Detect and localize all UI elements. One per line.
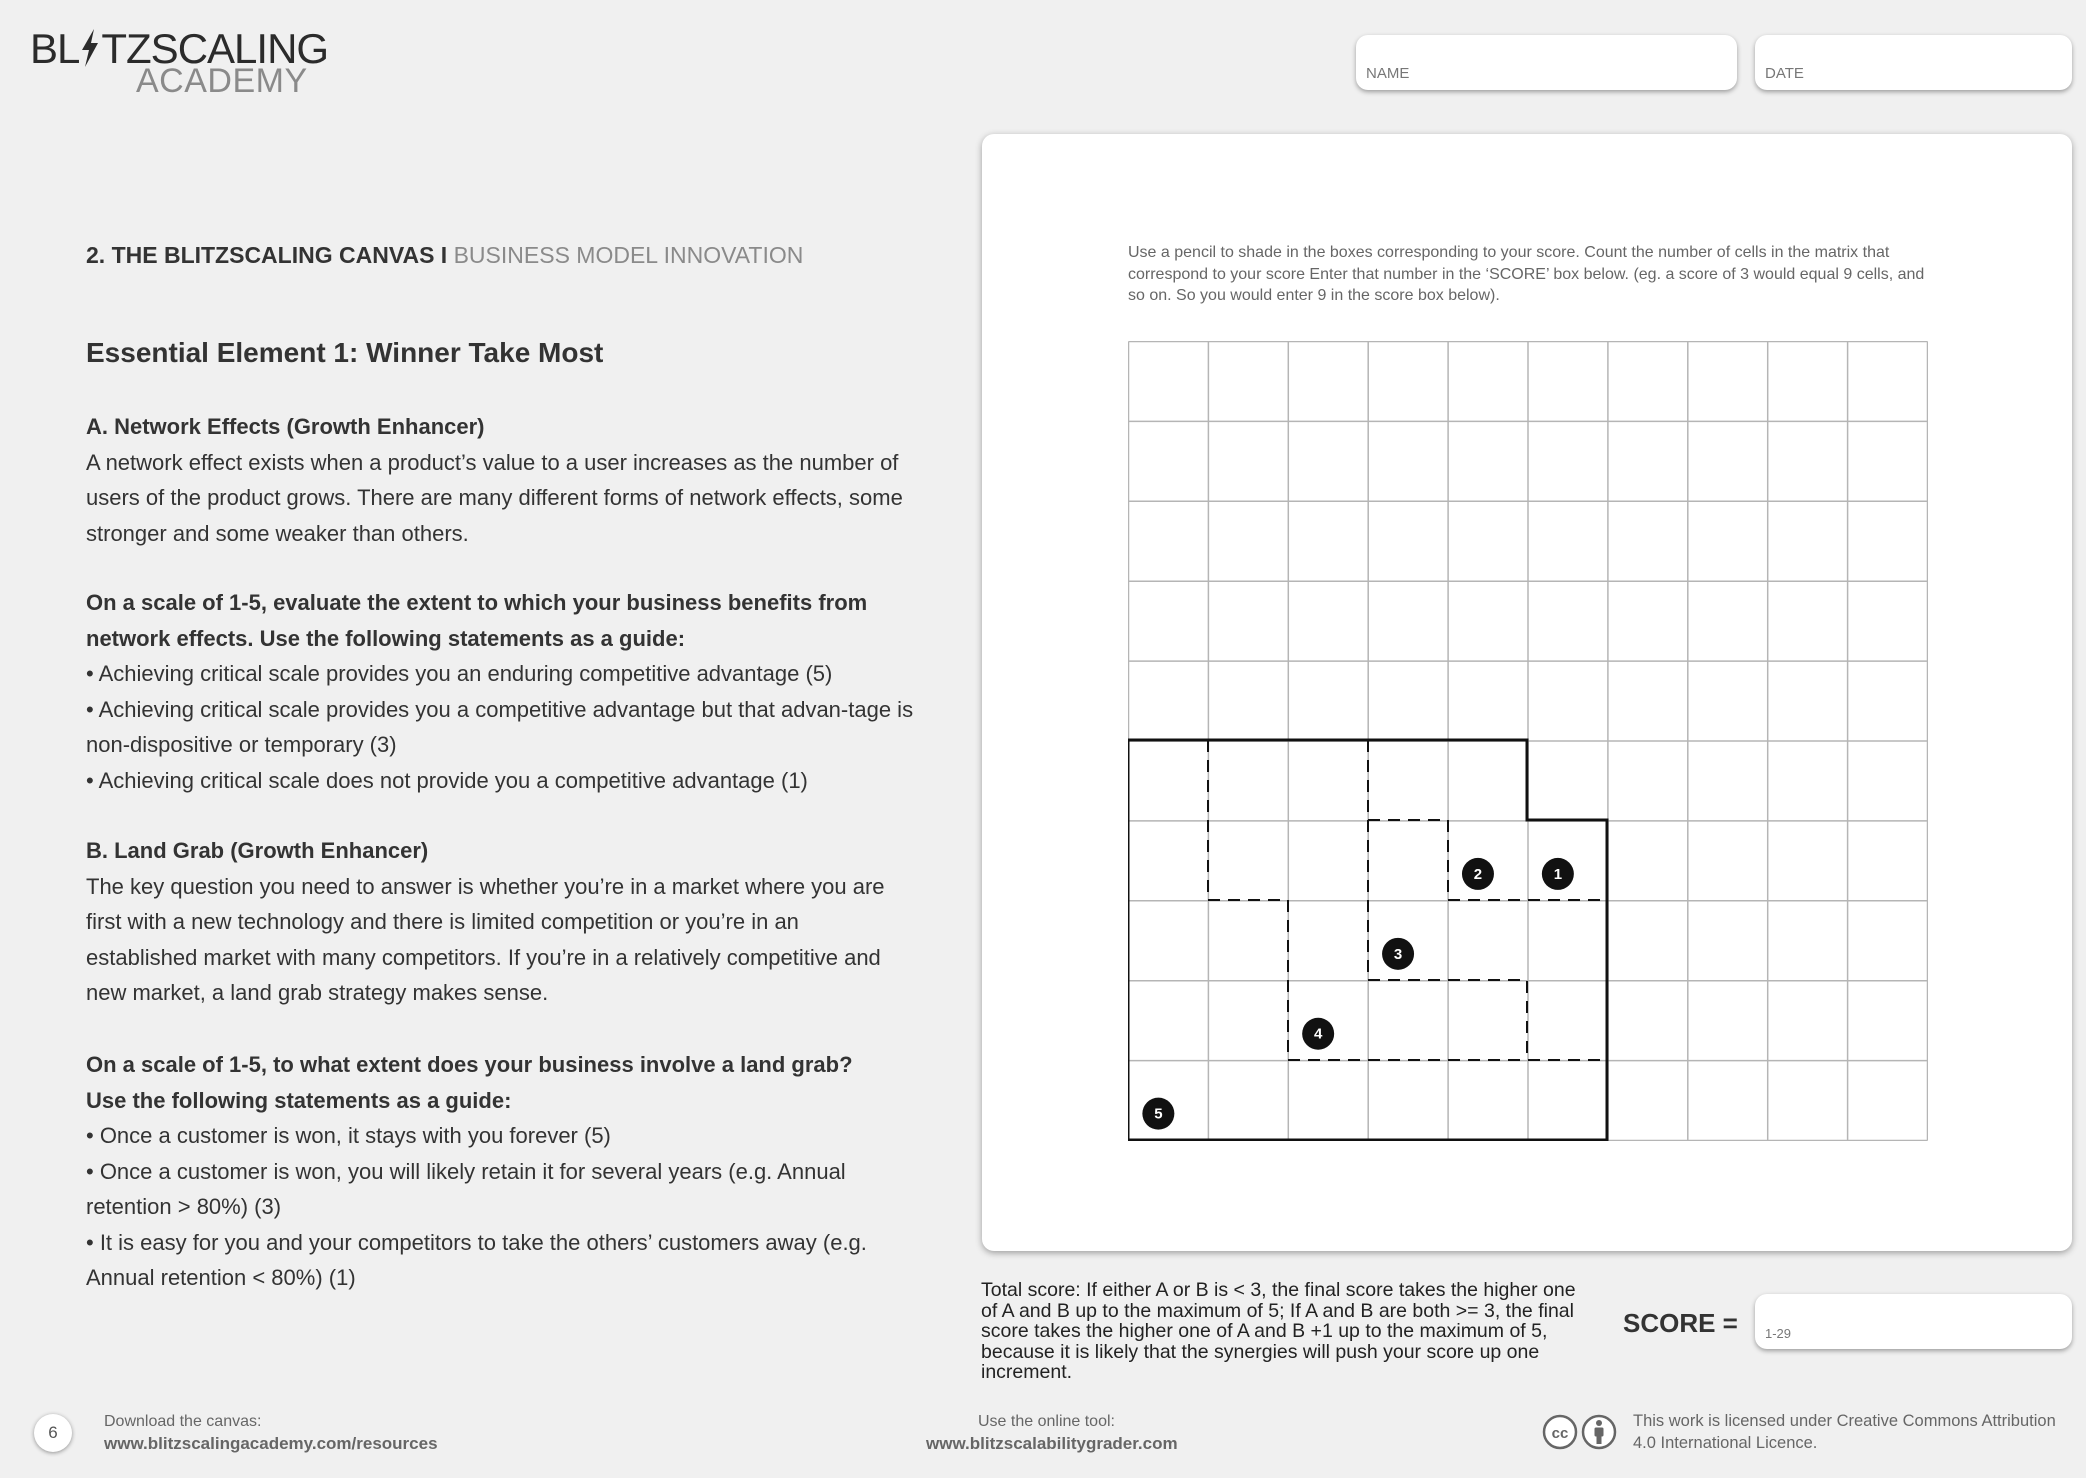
matrix-cell[interactable] bbox=[1208, 421, 1288, 501]
matrix-cell[interactable] bbox=[1208, 741, 1288, 821]
matrix-cell[interactable] bbox=[1368, 741, 1448, 821]
matrix-cell[interactable] bbox=[1448, 1060, 1528, 1140]
matrix-cell[interactable] bbox=[1448, 741, 1528, 821]
part-a-bullet: • Achieving critical scale provides you a competitive advantage but that advan-tage is non-dispositive or temporary (3) bbox=[86, 696, 914, 757]
matrix-cell[interactable] bbox=[1767, 1060, 1847, 1140]
matrix-cell[interactable] bbox=[1847, 421, 1927, 501]
matrix-cell[interactable] bbox=[1767, 581, 1847, 661]
matrix-cell[interactable] bbox=[1208, 820, 1288, 900]
matrix-cell[interactable] bbox=[1448, 820, 1528, 900]
matrix-cell[interactable] bbox=[1368, 980, 1448, 1060]
matrix-cell[interactable] bbox=[1288, 900, 1368, 980]
matrix-cell[interactable] bbox=[1448, 661, 1528, 741]
score-marker-label: 3 bbox=[1393, 945, 1403, 963]
matrix-cell[interactable] bbox=[1528, 980, 1608, 1060]
matrix-cell[interactable] bbox=[1128, 741, 1208, 821]
date-field[interactable] bbox=[1755, 35, 2072, 90]
matrix-cell[interactable] bbox=[1847, 741, 1927, 821]
part-b bbox=[86, 833, 916, 1011]
matrix-cell[interactable] bbox=[1128, 421, 1208, 501]
matrix-cell[interactable] bbox=[1767, 661, 1847, 741]
matrix-cell[interactable] bbox=[1767, 900, 1847, 980]
score-marker-label: 2 bbox=[1473, 865, 1483, 883]
matrix-cell[interactable] bbox=[1368, 820, 1448, 900]
matrix-cell[interactable] bbox=[1528, 581, 1608, 661]
matrix-cell[interactable] bbox=[1368, 661, 1448, 741]
matrix-cell[interactable] bbox=[1528, 820, 1608, 900]
matrix-cell[interactable] bbox=[1847, 661, 1927, 741]
matrix-cell[interactable] bbox=[1528, 421, 1608, 501]
matrix-cell[interactable] bbox=[1607, 820, 1687, 900]
matrix-cell[interactable] bbox=[1288, 980, 1368, 1060]
score-marker-label: 4 bbox=[1313, 1025, 1323, 1043]
matrix-cell[interactable] bbox=[1687, 421, 1767, 501]
matrix-cell[interactable] bbox=[1368, 581, 1448, 661]
matrix-cell[interactable] bbox=[1128, 661, 1208, 741]
matrix-cell[interactable] bbox=[1128, 820, 1208, 900]
part-a-heading: A. Network Effects (Growth Enhancer) bbox=[86, 414, 485, 439]
download-label: Download the canvas: bbox=[104, 1413, 262, 1430]
part-b-question-block bbox=[86, 1047, 916, 1296]
matrix-cell[interactable] bbox=[1847, 820, 1927, 900]
matrix-cell[interactable] bbox=[1448, 421, 1528, 501]
matrix-cell[interactable] bbox=[1767, 741, 1847, 821]
part-a bbox=[86, 409, 916, 551]
matrix-cell[interactable] bbox=[1687, 341, 1767, 421]
matrix-cell[interactable] bbox=[1288, 661, 1368, 741]
matrix-cell[interactable] bbox=[1448, 501, 1528, 581]
part-b-question: On a scale of 1-5, to what extent does your business involve a land grab? bbox=[86, 1052, 853, 1077]
score-marker-label: 5 bbox=[1154, 1105, 1163, 1123]
attribution-icon bbox=[1583, 1416, 1615, 1448]
matrix-cell[interactable] bbox=[1607, 581, 1687, 661]
part-b-bullet: • It is easy for you and your competitors to take the others’ customers away (e.g. Annual retention < 80%) (1) bbox=[86, 1229, 867, 1290]
date-label: DATE bbox=[1765, 65, 1804, 82]
matrix-cell[interactable] bbox=[1128, 501, 1208, 581]
matrix-cell[interactable] bbox=[1528, 501, 1608, 581]
score-marker-4 bbox=[1302, 1018, 1334, 1050]
score-label: SCORE = bbox=[1623, 1308, 1738, 1338]
matrix-cell[interactable] bbox=[1687, 820, 1767, 900]
matrix-cell[interactable] bbox=[1607, 900, 1687, 980]
matrix-cell[interactable] bbox=[1448, 581, 1528, 661]
matrix-cell[interactable] bbox=[1288, 341, 1368, 421]
score-matrix[interactable] bbox=[1128, 341, 1928, 1141]
matrix-cell[interactable] bbox=[1368, 1060, 1448, 1140]
matrix-cell[interactable] bbox=[1368, 501, 1448, 581]
score-marker-label: 1 bbox=[1553, 865, 1563, 883]
matrix-cell[interactable] bbox=[1607, 980, 1687, 1060]
logo-academy: ACADEMY bbox=[136, 62, 308, 100]
part-a-bullet: • Achieving critical scale does not provide you a competitive advantage (1) bbox=[86, 767, 808, 793]
matrix-cell[interactable] bbox=[1607, 1060, 1687, 1140]
total-score-rule: Total score: If either A or B is < 3, the final score takes the higher one of A and B up to the maximum of 5; If A and B are both >= 3, the final score takes the higher one of A and B +1 up to the maximum of 5, because it is likely that the synergies will push your score up one increment. bbox=[981, 1279, 1576, 1383]
svg-text:cc: cc bbox=[1551, 1425, 1569, 1442]
part-a-question: On a scale of 1-5, evaluate the extent to which your business benefits from network effects. Use the following statements as a guide: bbox=[86, 590, 868, 651]
part-b-question-guide: Use the following statements as a guide: bbox=[86, 1087, 512, 1113]
matrix-cell[interactable] bbox=[1767, 421, 1847, 501]
matrix-cell[interactable] bbox=[1687, 661, 1767, 741]
matrix-cell[interactable] bbox=[1847, 341, 1927, 421]
matrix-cell[interactable] bbox=[1687, 581, 1767, 661]
score-marker-3 bbox=[1382, 938, 1414, 970]
matrix-cell[interactable] bbox=[1607, 661, 1687, 741]
score-marker-5 bbox=[1142, 1098, 1174, 1130]
online-tool-link[interactable]: www.blitzscalabilitygrader.com bbox=[926, 1434, 1178, 1453]
part-a-bullet: • Achieving critical scale provides you an enduring competitive advantage (5) bbox=[86, 661, 833, 686]
matrix-cell[interactable] bbox=[1208, 980, 1288, 1060]
score-field[interactable] bbox=[1755, 1294, 2072, 1349]
matrix-cell[interactable] bbox=[1767, 820, 1847, 900]
matrix-cell[interactable] bbox=[1288, 741, 1368, 821]
matrix-cell[interactable] bbox=[1607, 421, 1687, 501]
matrix-cell[interactable] bbox=[1847, 980, 1927, 1060]
matrix-cell[interactable] bbox=[1528, 341, 1608, 421]
matrix-cell[interactable] bbox=[1528, 741, 1608, 821]
matrix-cell[interactable] bbox=[1448, 980, 1528, 1060]
matrix-cell[interactable] bbox=[1208, 900, 1288, 980]
matrix-cell[interactable] bbox=[1128, 900, 1208, 980]
matrix-cell[interactable] bbox=[1208, 501, 1288, 581]
license-icons bbox=[1542, 1413, 1618, 1451]
part-a-question-block bbox=[86, 585, 916, 798]
matrix-instructions: Use a pencil to shade in the boxes corresponding to your score. Count the number of cells in the matrix that correspond to your score Enter that number in the ‘SCORE’ box below. (eg. a score of 3 would equal 9 cells, and so on. So you would enter 9 in the score box below). bbox=[1128, 244, 1925, 304]
matrix-cell[interactable] bbox=[1687, 501, 1767, 581]
matrix-cell[interactable] bbox=[1288, 421, 1368, 501]
matrix-cell[interactable] bbox=[1288, 820, 1368, 900]
score-hint: 1-29 bbox=[1765, 1326, 1792, 1341]
name-field[interactable] bbox=[1356, 35, 1737, 90]
matrix-cell[interactable] bbox=[1288, 1060, 1368, 1140]
matrix-cell[interactable] bbox=[1687, 741, 1767, 821]
matrix-cell[interactable] bbox=[1607, 341, 1687, 421]
matrix-cell[interactable] bbox=[1847, 1060, 1927, 1140]
matrix-cell[interactable] bbox=[1448, 341, 1528, 421]
matrix-cell[interactable] bbox=[1368, 341, 1448, 421]
matrix-cell[interactable] bbox=[1368, 421, 1448, 501]
matrix-cell[interactable] bbox=[1128, 341, 1208, 421]
download-link[interactable]: www.blitzscalingacademy.com/resources bbox=[104, 1434, 438, 1453]
section-title: 2. THE BLITZSCALING CANVAS I BUSINESS MODEL INNOVATION bbox=[86, 242, 804, 268]
part-b-heading: B. Land Grab (Growth Enhancer) bbox=[86, 838, 429, 863]
logo bbox=[30, 25, 329, 100]
matrix-cell[interactable] bbox=[1847, 900, 1927, 980]
matrix-cell[interactable] bbox=[1607, 501, 1687, 581]
page-number: 6 bbox=[34, 1414, 72, 1452]
element-title: Essential Element 1: Winner Take Most bbox=[86, 337, 604, 368]
matrix-cell[interactable] bbox=[1448, 900, 1528, 980]
score-marker-1 bbox=[1542, 858, 1574, 890]
creative-commons-icon bbox=[1544, 1416, 1576, 1448]
lightning-bolt-icon bbox=[79, 29, 101, 67]
matrix-cell[interactable] bbox=[1687, 900, 1767, 980]
matrix-cell[interactable] bbox=[1528, 900, 1608, 980]
matrix-cell[interactable] bbox=[1288, 501, 1368, 581]
score-marker-2 bbox=[1462, 858, 1494, 890]
license-text: This work is licensed under Creative Commons Attribution 4.0 International Licence. bbox=[1633, 1412, 2056, 1452]
matrix-cell[interactable] bbox=[1767, 501, 1847, 581]
matrix-cell[interactable] bbox=[1208, 341, 1288, 421]
matrix-cell[interactable] bbox=[1767, 341, 1847, 421]
part-b-bullet: • Once a customer is won, you will likely retain it for several years (e.g. Annual retention > 80%) (3) bbox=[86, 1158, 846, 1219]
matrix-cell[interactable] bbox=[1847, 501, 1927, 581]
logo-wordmark: BL TZSCALING bbox=[30, 25, 329, 72]
matrix-cell[interactable] bbox=[1128, 581, 1208, 661]
matrix-cell[interactable] bbox=[1607, 741, 1687, 821]
matrix-cell[interactable] bbox=[1288, 581, 1368, 661]
matrix-cell[interactable] bbox=[1767, 980, 1847, 1060]
matrix-cell[interactable] bbox=[1208, 1060, 1288, 1140]
matrix-cell[interactable] bbox=[1128, 1060, 1208, 1140]
score-input[interactable] bbox=[1755, 1294, 2072, 1349]
matrix-cell[interactable] bbox=[1528, 661, 1608, 741]
part-a-body: A network effect exists when a product’s value to a user increases as the number of users of the product grows. There are many different forms of network effects, some stronger and some weaker than others. bbox=[86, 449, 903, 546]
section-subtitle: BUSINESS MODEL INNOVATION bbox=[453, 242, 804, 268]
matrix-cell[interactable] bbox=[1368, 900, 1448, 980]
matrix-cell[interactable] bbox=[1128, 980, 1208, 1060]
part-b-bullet: • Once a customer is won, it stays with you forever (5) bbox=[86, 1123, 611, 1148]
name-input[interactable] bbox=[1356, 35, 1737, 90]
matrix-cell[interactable] bbox=[1208, 661, 1288, 741]
part-b-body: The key question you need to answer is whether you’re in a market where you are first with a new technology and there is limited competition or you’re in an established market with many competitors. If you’re in a relatively competitive and new market, a land grab strategy makes sense. bbox=[86, 873, 885, 1005]
online-tool-label: Use the online tool: bbox=[978, 1413, 1115, 1430]
matrix-cell[interactable] bbox=[1528, 1060, 1608, 1140]
name-label: NAME bbox=[1366, 65, 1410, 82]
matrix-cell[interactable] bbox=[1687, 1060, 1767, 1140]
matrix-cell[interactable] bbox=[1687, 980, 1767, 1060]
matrix-cell[interactable] bbox=[1208, 581, 1288, 661]
matrix-cell[interactable] bbox=[1847, 581, 1927, 661]
